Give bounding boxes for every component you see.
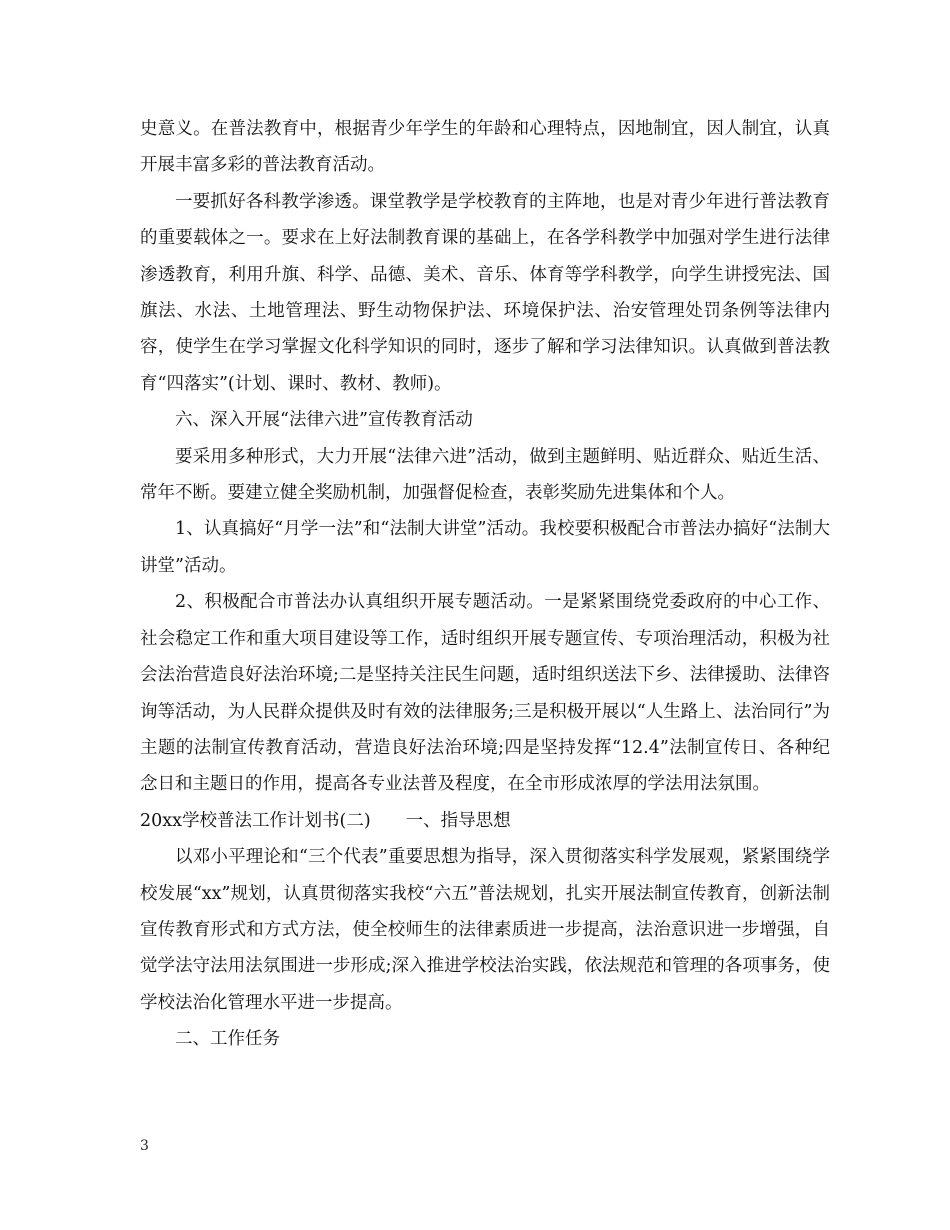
page-number: 3 [140, 1138, 149, 1154]
section-heading-six: 六、深入开展“法律六进”宣传教育活动 [175, 410, 473, 431]
paragraph-continuation: 史意义。在普法教育中，根据青少年学生的年龄和心理特点，因地制宜，因人制宜，认真开展丰富多彩的普法教育活动。 [140, 119, 830, 176]
paragraph-item-1: 1、认真搞好“月学一法”和“法制大讲堂”活动。我校要积极配合市普法办搞好“法制大讲堂”活动。 [140, 519, 830, 576]
paragraph-item-2: 2、积极配合市普法办认真组织开展专题活动。一是紧紧围绕党委政府的中心工作、社会稳定工作和重大项目建设等工作，适时组织开展专题宣传、专项治理活动，积极为社会法治营造良好法治环境;二是坚持关注民生问题，适时组织送法下乡、法律援助、法律咨询等活动，为人民群众提供及时有效的法律服务;三是积极开展以“人生路上、法治同行”为主题的法制宣传教育活动，营造良好法治环境;四是坚持发挥“12.4”法制宣传日、各种纪念日和主题日的作用，提高各专业法普及程度，在全市形成浓厚的学法用法氛围。 [140, 592, 830, 795]
paragraph-six-entries: 要采用多种形式，大力开展“法律六进”活动，做到主题鲜明、贴近群众、贴近生活、常年不断。要建立健全奖励机制，加强督促检查，表彰奖励先进集体和个人。 [140, 446, 830, 504]
document-subtitle: 20xx学校普法工作计划书(二) 一、指导思想 [140, 810, 511, 831]
paragraph-subject-teaching: 一要抓好各科教学渗透。课堂教学是学校教育的主阵地，也是对青少年进行普法教育的重要载体之一。要求在上好法制教育课的基础上，在各学科教学中加强对学生进行法律渗透教育，利用升旗、科学、品德、美术、音乐、体育等学科教学，向学生讲授宪法、国旗法、水法、土地管理法、野生动物保护法、环境保护法、治安管理处罚条例等法律内容，使学生在学习掌握文化科学知识的同时，逐步了解和学习法律知识。认真做到普法教育“四落实”(计划、课时、教材、教师)。 [140, 191, 830, 394]
paragraph-guiding-ideology: 以邓小平理论和“三个代表”重要思想为指导，深入贯彻落实科学发展观，紧紧围绕学校发展“xx”规划，认真贯彻落实我校“六五”普法规划，扎实开展法制宣传教育，创新法制宣传教育形式和方式方法，使全校师生的法律素质进一步提高，法治意识进一步增强，自觉学法守法用法氛围进一步形成;深入推进学校法治实践，依法规范和管理的各项事务，使学校法治化管理水平进一步提高。 [140, 847, 830, 1013]
section-heading-tasks: 二、工作任务 [175, 1029, 280, 1050]
document-body [140, 111, 830, 1058]
